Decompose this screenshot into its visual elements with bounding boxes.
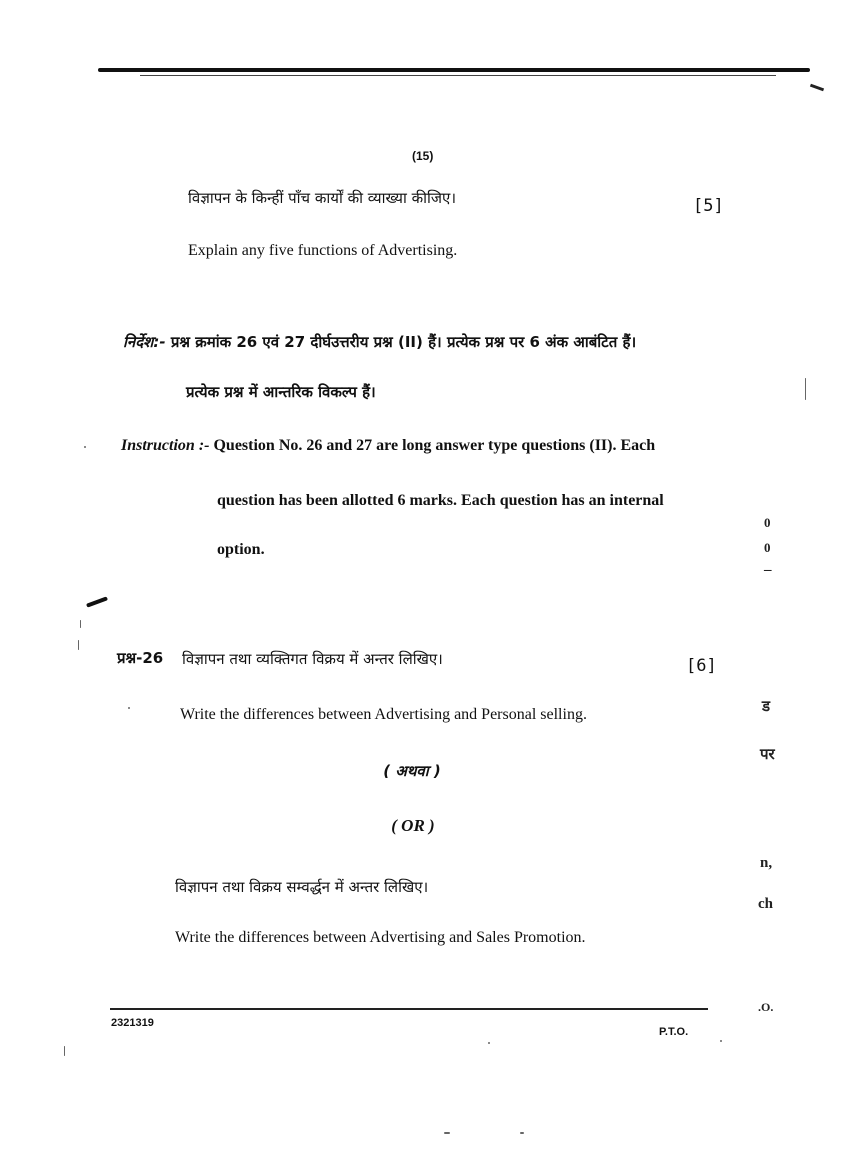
instruction-english-line1: [121, 437, 655, 455]
question-26-alt-hindi: विज्ञापन तथा विक्रय सम्वर्द्धन में अन्तर लिखिए।: [175, 878, 429, 896]
scan-speck: [444, 1132, 450, 1134]
pen-mark: [86, 596, 108, 607]
scan-speck: [488, 1042, 490, 1044]
scan-speck: [78, 640, 79, 650]
bleed-through-char: 0: [764, 515, 771, 530]
instruction-english-line2: question has been allotted 6 marks. Each question has an internal: [217, 492, 664, 509]
top-rule-thin: [140, 75, 776, 76]
scan-speck: [720, 1040, 722, 1042]
pto-label: P.T.O.: [659, 1026, 689, 1038]
bleed-through-char: n,: [760, 855, 773, 871]
question-26-alt-english: Write the differences between Advertising and Sales Promotion.: [175, 929, 586, 946]
instruction-hindi-line2: प्रत्येक प्रश्न में आन्तरिक विकल्प हैं।: [186, 383, 376, 401]
bottom-rule: [110, 1008, 708, 1010]
question-26-english: Write the differences between Advertising and Personal selling.: [180, 706, 587, 723]
instruction-hindi-text1: प्रश्न क्रमांक 26 एवं 27 दीर्घउत्तरीय प्रश्न (II) हैं। प्रत्येक प्रश्न पर 6 अंक आबंटित हैं।: [170, 333, 637, 351]
question-26-label: प्रश्न-26: [117, 649, 164, 667]
top-rule: [98, 68, 810, 72]
instruction-hindi-line1: [123, 332, 636, 352]
question-26-marks: [6]: [686, 656, 717, 676]
page-number: (15): [412, 149, 434, 163]
paper-code: 2321319: [111, 1017, 154, 1029]
scan-speck: [64, 1046, 65, 1056]
scan-mark: [810, 84, 824, 92]
question-25-english: Explain any five functions of Advertising.: [188, 242, 458, 259]
or-english: ( OR ): [391, 816, 435, 835]
bleed-through-char: पर: [760, 747, 775, 763]
scan-speck: [805, 378, 806, 400]
instruction-english-line3: option.: [217, 541, 265, 558]
question-25-marks: [5]: [693, 196, 724, 216]
scan-speck: [84, 446, 86, 448]
bleed-through-char: –: [764, 562, 772, 578]
instruction-english-text1: Question No. 26 and 27 are long answer type questions (II). Each: [213, 437, 656, 454]
scan-speck: [520, 1132, 524, 1134]
instruction-hindi-label: निर्देश:-: [123, 333, 166, 351]
scan-speck: [80, 620, 81, 628]
question-26-hindi: विज्ञापन तथा व्यक्तिगत विक्रय में अन्तर लिखिए।: [182, 650, 443, 668]
scan-speck: [128, 707, 130, 709]
instruction-english-label: Instruction :-: [121, 437, 210, 454]
bleed-through-char: .O.: [758, 1000, 774, 1014]
or-hindi: ( अथवा ): [383, 762, 441, 780]
question-25-hindi: विज्ञापन के किन्हीं पाँच कार्यों की व्याख्या कीजिए।: [188, 189, 457, 207]
bleed-through-char: 0: [764, 540, 771, 555]
bleed-through-char: ch: [758, 896, 773, 912]
bleed-through-char: ड: [762, 699, 771, 715]
